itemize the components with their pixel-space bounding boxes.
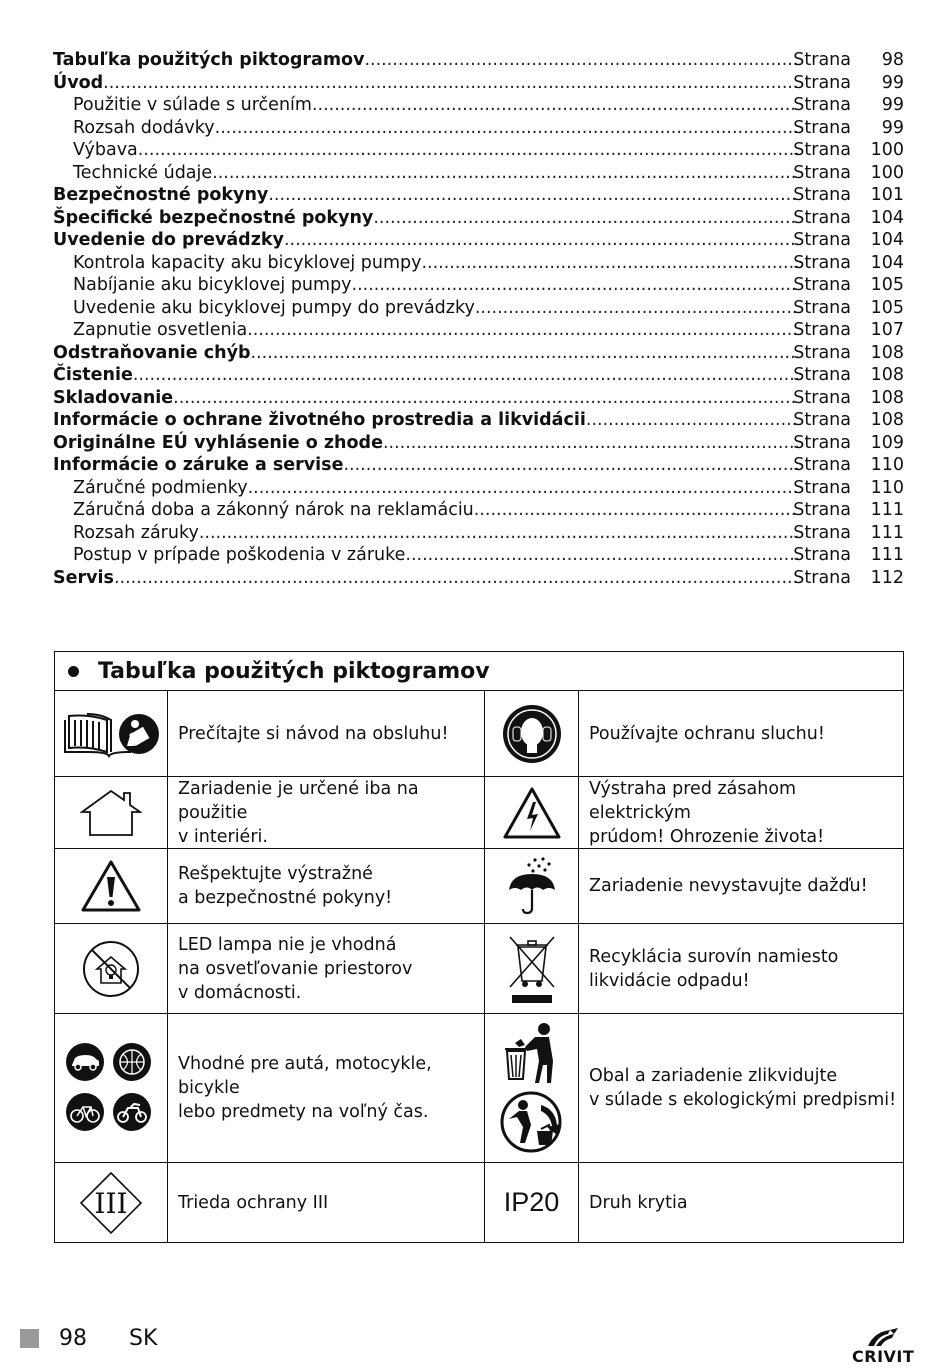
pictogram-row [55, 1014, 903, 1163]
toc-page-word: Strana [793, 72, 851, 93]
toc-entry-label: Rozsah záruky [73, 522, 199, 543]
toc-page-number: 109 [870, 432, 904, 453]
toc-entry-label: Skladovanie [53, 387, 174, 408]
toc-leader-dots [133, 364, 798, 387]
toc-leader-dots [199, 522, 798, 545]
toc-leader-dots [352, 274, 798, 297]
toc-page-word: Strana [793, 117, 851, 138]
toc-page-number: 110 [870, 477, 904, 498]
toc-entry[interactable] [53, 297, 904, 320]
toc-page-number: 98 [881, 50, 904, 70]
toc-entry[interactable] [53, 274, 904, 297]
toc-page-number: 105 [870, 275, 904, 295]
toc-page-number: 105 [870, 297, 904, 318]
toc-leader-dots [343, 454, 798, 477]
toc-entry-label: Uvedenie do prevádzky [53, 230, 284, 250]
page-number: 98 [59, 1326, 87, 1351]
toc-entry-label: Úvod [53, 72, 104, 93]
pictogram-description: Obal a zariadenie zlikvidujte v súlade s ekologickými predpismi! [589, 1066, 897, 1110]
toc-entry-label: Servis [53, 567, 114, 588]
brand-logo [852, 1326, 920, 1366]
toc-leader-dots [364, 49, 798, 72]
toc-page-word: Strana [793, 207, 851, 228]
toc-leader-dots [312, 94, 798, 117]
trash-disposal-icon [505, 1023, 553, 1083]
section-heading: Tabuľka použitých piktogramov [98, 658, 490, 684]
pictogram-table [54, 651, 904, 1243]
toc-leader-dots [247, 319, 798, 342]
toc-leader-dots [212, 162, 798, 185]
ip20-icon: IP20 [485, 1163, 579, 1242]
toc-entry-label: Originálne EÚ vyhlásenie o zhode [53, 432, 383, 453]
toc-entry[interactable] [53, 319, 904, 342]
toc-entry[interactable] [53, 477, 904, 500]
toc-page-word: Strana [793, 162, 851, 183]
toc-page-word: Strana [793, 50, 851, 70]
toc-entry[interactable] [53, 454, 904, 477]
toc-page-word: Strana [793, 500, 851, 520]
language-code: SK [129, 1326, 158, 1351]
toc-entry-label: Čistenie [53, 365, 133, 385]
toc-page-number: 108 [870, 365, 904, 385]
toc-entry[interactable] [53, 499, 904, 522]
toc-entry-label: Výbava [73, 140, 138, 160]
umbrella-rain-icon [485, 849, 579, 923]
toc-leader-dots [586, 409, 798, 432]
pictogram-description: Trieda ochrany III [168, 1163, 485, 1242]
toc-entry[interactable] [53, 162, 904, 185]
dispose-recycle-icon [485, 1014, 579, 1162]
read-manual-icon [55, 691, 168, 776]
indoor-house-icon [55, 777, 168, 848]
pictogram-row [55, 777, 903, 849]
pictogram-description: Vhodné pre autá, motocykle, bicykle lebo predmety na voľný čas. [168, 1014, 485, 1162]
toc-entry[interactable] [53, 49, 904, 72]
toc-page-word: Strana [793, 387, 851, 408]
pictogram-description: Rešpektujte výstražné a bezpečnostné pokyny! [168, 849, 485, 923]
pictogram-description: Recyklácia surovín namiesto likvidácie odpadu! [589, 946, 839, 991]
toc-entry-label: Informácie o záruke a servise [53, 455, 344, 475]
toc-page-number: 111 [870, 545, 904, 565]
electric-shock-warning-icon [485, 777, 579, 848]
toc-entry-label: Špecifické bezpečnostné pokyny [53, 207, 374, 228]
toc-page-number: 99 [881, 117, 904, 138]
toc-entry-label: Postup v prípade poškodenia v záruke [73, 545, 406, 565]
pictogram-description: Výstraha pred zásahom elektrickým prúdom! Ohrozenie života! [589, 778, 825, 847]
toc-leader-dots [373, 207, 798, 230]
pictogram-table-title [55, 652, 903, 691]
toc-entry[interactable] [53, 364, 904, 387]
pictogram-row [55, 849, 903, 924]
pictogram-row [55, 1163, 903, 1242]
table-of-contents [53, 49, 904, 589]
toc-leader-dots [215, 117, 798, 140]
protection-class-label: III [94, 1186, 128, 1220]
toc-page-number: 101 [870, 185, 904, 205]
page-footer [20, 1326, 157, 1351]
toc-page-number: 107 [870, 320, 904, 340]
page-marker-square [20, 1329, 39, 1348]
toc-page-word: Strana [793, 342, 851, 363]
toc-leader-dots [268, 184, 798, 207]
pictogram-row [55, 924, 903, 1014]
toc-entry-label: Tabuľka použitých piktogramov [53, 50, 365, 70]
toc-page-number: 111 [870, 522, 904, 543]
toc-page-word: Strana [793, 252, 851, 273]
toc-entry-label: Uvedenie aku bicyklovej pumpy do prevádzky [73, 297, 475, 318]
motorcycle-icon [113, 1093, 151, 1131]
recycle-icon [502, 1093, 561, 1151]
toc-page-number: 100 [870, 162, 904, 183]
car-icon [66, 1043, 104, 1081]
pictogram-description: Používajte ochranu sluchu! [589, 723, 825, 744]
toc-page-number: 104 [870, 252, 904, 273]
toc-entry[interactable] [53, 387, 904, 410]
toc-leader-dots [138, 139, 798, 162]
warning-triangle-icon [55, 849, 168, 923]
pictogram-description: LED lampa nie je vhodná na osvetľovanie priestorov v domácnosti. [168, 924, 485, 1013]
toc-entry[interactable] [53, 432, 904, 455]
crossed-bin-icon [485, 924, 579, 1013]
toc-page-word: Strana [793, 275, 851, 295]
brand-mark-icon [852, 1326, 920, 1348]
toc-leader-dots [173, 387, 798, 410]
bicycle-icon [66, 1093, 104, 1131]
toc-entry[interactable] [53, 139, 904, 162]
toc-page-number: 111 [870, 500, 904, 520]
toc-entry-label: Kontrola kapacity aku bicyklovej pumpy [73, 252, 422, 273]
toc-page-word: Strana [793, 455, 851, 475]
pictogram-description: Zariadenie nevystavujte dažďu! [589, 876, 868, 896]
toc-leader-dots [114, 567, 798, 590]
toc-page-number: 104 [870, 230, 904, 250]
toc-leader-dots [405, 544, 798, 567]
toc-entry[interactable] [53, 117, 904, 140]
hearing-protection-icon [485, 691, 579, 776]
toc-leader-dots [284, 229, 798, 252]
toc-page-word: Strana [793, 297, 851, 318]
bullet-icon [68, 666, 79, 677]
toc-entry[interactable] [53, 409, 904, 432]
toc-page-word: Strana [793, 365, 851, 385]
no-household-lamp-icon [55, 924, 168, 1013]
toc-page-word: Strana [793, 95, 851, 115]
toc-page-number: 99 [881, 72, 904, 93]
toc-page-word: Strana [793, 522, 851, 543]
toc-entry-label: Bezpečnostné pokyny [53, 185, 269, 205]
pictogram-description: Druh krytia [589, 1192, 688, 1213]
toc-entry-label: Technické údaje [73, 162, 213, 183]
pictogram-row [55, 691, 903, 777]
pictogram-description: Prečítajte si návod na obsluhu! [168, 691, 485, 776]
vehicles-icon [55, 1014, 168, 1162]
brand-name: CRIVIT [852, 1347, 915, 1366]
toc-entry-label: Informácie o ochrane životného prostredia a likvidácii [53, 410, 586, 430]
toc-entry-label: Odstraňovanie chýb [53, 342, 251, 363]
toc-leader-dots [103, 72, 798, 95]
toc-page-word: Strana [793, 320, 851, 340]
toc-entry-label: Záručná doba a zákonný nárok na reklamáciu [73, 500, 474, 520]
toc-page-number: 108 [870, 342, 904, 363]
toc-leader-dots [251, 342, 798, 365]
toc-page-number: 99 [881, 95, 904, 115]
toc-leader-dots [475, 297, 798, 320]
toc-page-word: Strana [793, 477, 851, 498]
toc-entry-label: Nabíjanie aku bicyklovej pumpy [73, 275, 352, 295]
toc-page-word: Strana [793, 567, 851, 588]
toc-page-word: Strana [793, 545, 851, 565]
toc-leader-dots [474, 499, 798, 522]
toc-entry-label: Použitie v súlade s určením [73, 95, 312, 115]
toc-page-number: 108 [870, 410, 904, 430]
toc-entry[interactable] [53, 184, 904, 207]
toc-page-number: 112 [870, 567, 904, 588]
toc-page-word: Strana [793, 410, 851, 430]
toc-entry[interactable] [53, 522, 904, 545]
toc-entry[interactable] [53, 342, 904, 365]
toc-leader-dots [383, 432, 798, 455]
pictogram-description: Zariadenie je určené iba na použitie v interiéri. [168, 777, 485, 848]
toc-entry-label: Zapnutie osvetlenia [73, 320, 248, 340]
ball-icon [113, 1043, 151, 1081]
toc-page-number: 104 [870, 207, 904, 228]
toc-entry[interactable] [53, 229, 904, 252]
toc-entry[interactable] [53, 207, 904, 230]
toc-entry[interactable] [53, 94, 904, 117]
toc-page-word: Strana [793, 140, 851, 160]
protection-class-iii-icon [55, 1163, 168, 1242]
toc-page-word: Strana [793, 432, 851, 453]
toc-page-number: 100 [870, 140, 904, 160]
toc-entry[interactable] [53, 544, 904, 567]
toc-page-word: Strana [793, 230, 851, 250]
toc-leader-dots [421, 252, 798, 275]
toc-entry-label: Záručné podmienky [73, 477, 248, 498]
toc-entry[interactable] [53, 72, 904, 95]
toc-entry[interactable] [53, 252, 904, 275]
toc-page-number: 108 [870, 387, 904, 408]
toc-page-number: 110 [870, 455, 904, 475]
toc-leader-dots [248, 477, 798, 500]
toc-entry-label: Rozsah dodávky [73, 117, 215, 138]
toc-entry[interactable] [53, 567, 904, 590]
toc-page-word: Strana [793, 185, 851, 205]
